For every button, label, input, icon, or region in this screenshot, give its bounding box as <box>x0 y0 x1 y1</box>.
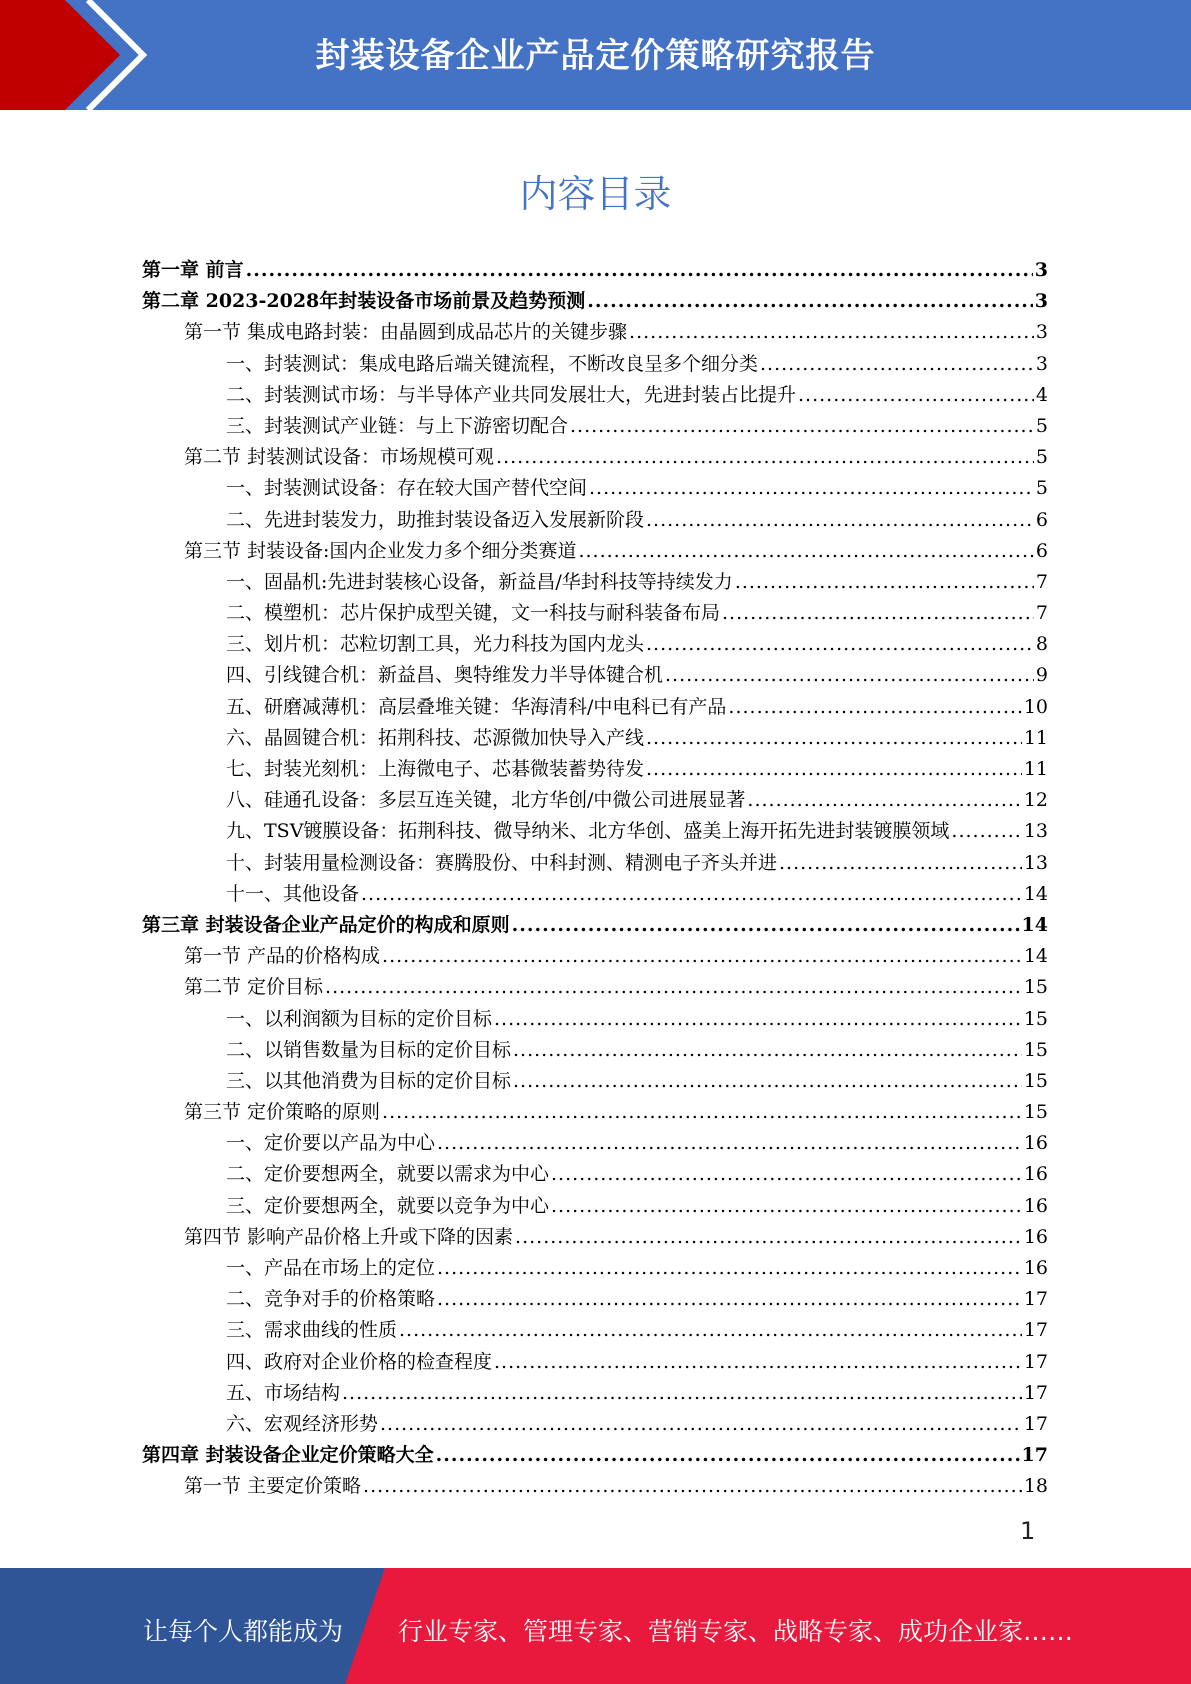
toc-entry-page: 12 <box>1023 789 1048 812</box>
toc-entry-title: 第三章 封装设备企业产品定价的构成和原则 <box>142 913 510 936</box>
toc-entry-title: 第一章 前言 <box>142 259 244 281</box>
toc-dot-leader <box>494 1347 1022 1378</box>
toc-entry[interactable] <box>142 1409 1048 1440</box>
toc-dot-leader <box>646 754 1022 785</box>
toc-entry[interactable] <box>142 879 1048 910</box>
toc-entry-page: 16 <box>1023 1194 1048 1217</box>
toc-entry-title: 二、定价要想两全，就要以需求为中心 <box>226 1163 550 1186</box>
toc-entry[interactable] <box>142 1222 1048 1253</box>
toc-entry-title: 三、封装测试产业链：与上下游密切配合 <box>226 414 569 437</box>
toc-entry-title: 第三节 定价策略的原则 <box>184 1101 381 1124</box>
toc-entry[interactable] <box>142 1471 1048 1502</box>
toc-entry-page: 17 <box>1023 1288 1048 1311</box>
toc-entry-title: 五、市场结构 <box>226 1381 341 1404</box>
toc-entry-title: 三、定价要想两全，就要以竞争为中心 <box>226 1194 550 1217</box>
toc-entry-title: 第二章 2023-2028年封装设备市场前景及趋势预测 <box>142 290 586 313</box>
toc-entry-title: 二、模塑机：芯片保护成型关键，文一科技与耐科装备布局 <box>226 602 721 625</box>
toc-entry-page: 16 <box>1023 1163 1048 1186</box>
toc-entry-title: 四、政府对企业价格的检查程度 <box>226 1350 493 1373</box>
toc-entry[interactable] <box>142 1191 1048 1222</box>
toc-dot-leader <box>760 349 1034 380</box>
toc-entry-page: 6 <box>1035 539 1048 562</box>
toc-entry-title: 九、TSV镀膜设备：拓荆科技、微导纳米、北方华创、盛美上海开拓先进封装镀膜领域 <box>226 820 950 843</box>
toc-entry-title: 五、研磨减薄机：高层叠堆关键：华海清科/中电科已有产品 <box>226 695 727 718</box>
toc-entry-page: 17 <box>1023 1381 1048 1404</box>
toc-dot-leader <box>779 848 1022 879</box>
toc-entry[interactable] <box>142 941 1048 972</box>
toc-entry-title: 第一节 集成电路封装：由晶圆到成品芯片的关键步骤 <box>184 321 628 344</box>
toc-dot-leader <box>494 1004 1022 1035</box>
header-banner <box>0 0 1191 110</box>
toc-dot-leader <box>246 255 1033 286</box>
toc-dot-leader <box>798 380 1034 411</box>
toc-entry-page: 16 <box>1023 1132 1048 1155</box>
footer-banner <box>0 1568 1191 1684</box>
footer-slogan-right: 行业专家、管理专家、营销专家、战略专家、成功企业家…… <box>398 1617 1074 1646</box>
toc-dot-leader <box>437 1253 1022 1284</box>
toc-entry-page: 7 <box>1035 570 1048 593</box>
toc-entry[interactable] <box>142 536 1048 567</box>
toc-entry[interactable] <box>142 317 1048 348</box>
toc-entry-page: 15 <box>1023 1069 1048 1092</box>
toc-entry[interactable] <box>142 1378 1048 1409</box>
toc-entry-page: 17 <box>1021 1444 1048 1467</box>
toc-entry-page: 11 <box>1023 726 1048 749</box>
toc-entry[interactable] <box>142 1035 1048 1066</box>
toc-dot-leader <box>646 723 1022 754</box>
toc-entry-page: 5 <box>1035 477 1048 500</box>
toc-entry[interactable] <box>142 1004 1048 1035</box>
toc-dot-leader <box>361 879 1022 910</box>
toc-entry-page: 15 <box>1023 976 1048 999</box>
toc-entry-page: 17 <box>1023 1319 1048 1342</box>
toc-entry[interactable] <box>142 380 1048 411</box>
toc-entry-title: 七、封装光刻机：上海微电子、芯碁微装蓄势待发 <box>226 758 645 780</box>
toc-entry[interactable] <box>142 1159 1048 1190</box>
toc-dot-leader <box>665 660 1034 691</box>
toc-entry[interactable] <box>142 754 1048 785</box>
toc-dot-leader <box>496 442 1034 473</box>
toc-entry-title: 二、先进封装发力，助推封装设备迈入发展新阶段 <box>226 508 645 531</box>
toc-entry[interactable] <box>142 1253 1048 1284</box>
report-title: 封装设备企业产品定价策略研究报告 <box>315 36 876 76</box>
toc-entry[interactable] <box>142 286 1048 317</box>
toc-dot-leader <box>399 1315 1022 1346</box>
toc-entry-title: 第一节 产品的价格构成 <box>184 945 381 968</box>
toc-entry-page: 11 <box>1023 758 1048 780</box>
toc-entry[interactable] <box>142 1284 1048 1315</box>
toc-entry-title: 一、封装测试：集成电路后端关键流程，不断改良呈多个细分类 <box>226 352 759 375</box>
toc-entry-page: 17 <box>1023 1412 1048 1435</box>
toc-entry[interactable] <box>142 1347 1048 1378</box>
toc-entry-page: 8 <box>1035 633 1048 656</box>
toc-dot-leader <box>747 785 1021 816</box>
toc-entry-title: 三、划片机：芯粒切割工具，光力科技为国内龙头 <box>226 633 645 656</box>
header-chevron-graphic <box>0 0 160 110</box>
toc-dot-leader <box>380 1409 1022 1440</box>
toc-dot-leader <box>722 598 1034 629</box>
toc-entry-page: 5 <box>1035 446 1048 469</box>
toc-entry-page: 15 <box>1023 1007 1048 1030</box>
toc-dot-leader <box>587 286 1033 317</box>
toc-entry-title: 二、以销售数量为目标的定价目标 <box>226 1038 512 1061</box>
toc-dot-leader <box>363 1471 1022 1502</box>
toc-entry[interactable] <box>142 567 1048 598</box>
toc-dot-leader <box>578 536 1033 567</box>
toc-entry-title: 第四章 封装设备企业定价策略大全 <box>142 1444 434 1467</box>
toc-entry-title: 一、定价要以产品为中心 <box>226 1132 436 1155</box>
toc-entry-title: 第二节 定价目标 <box>184 976 324 999</box>
toc-entry[interactable] <box>142 910 1048 941</box>
toc-entry-page: 13 <box>1023 820 1048 843</box>
toc-entry-title: 二、封装测试市场：与半导体产业共同发展壮大，先进封装占比提升 <box>226 383 797 406</box>
toc-entry-page: 13 <box>1023 851 1048 874</box>
toc-entry-title: 第四节 影响产品价格上升或下降的因素 <box>184 1225 514 1248</box>
toc-entry-page: 16 <box>1023 1225 1048 1248</box>
toc-entry[interactable] <box>142 816 1048 847</box>
toc-dot-leader <box>515 1222 1022 1253</box>
toc-entry-page: 9 <box>1035 664 1048 687</box>
toc-dot-leader <box>646 505 1034 536</box>
toc-entry[interactable] <box>142 848 1048 879</box>
toc-entry-page: 7 <box>1035 602 1048 625</box>
toc-entry-title: 八、硅通孔设备：多层互连关键，北方华创/中微公司进展显著 <box>226 789 746 812</box>
footer-slogan-left: 让每个人都能成为 <box>143 1617 344 1646</box>
toc-entry-page: 3 <box>1034 290 1048 313</box>
toc-dot-leader <box>570 411 1034 442</box>
toc-entry[interactable] <box>142 785 1048 816</box>
toc-heading: 内容目录 <box>519 172 672 216</box>
toc-entry-title: 十一、其他设备 <box>226 882 360 905</box>
toc-dot-leader <box>513 1066 1022 1097</box>
toc-entry[interactable] <box>142 692 1048 723</box>
toc-entry[interactable] <box>142 255 1048 286</box>
toc-entry[interactable] <box>142 660 1048 691</box>
toc-entry-title: 三、以其他消费为目标的定价目标 <box>226 1069 512 1092</box>
toc-dot-leader <box>951 816 1021 847</box>
toc-dot-leader <box>589 473 1034 504</box>
toc-entry-page: 15 <box>1023 1038 1048 1061</box>
toc-entry-title: 三、需求曲线的性质 <box>226 1319 398 1342</box>
toc-entry[interactable] <box>142 349 1048 380</box>
toc-entry-page: 4 <box>1035 383 1048 406</box>
toc-entry-page: 3 <box>1034 259 1048 281</box>
toc-entry-title: 六、宏观经济形势 <box>226 1412 379 1435</box>
toc-dot-leader <box>325 972 1022 1003</box>
toc-entry[interactable] <box>142 629 1048 660</box>
toc-entry[interactable] <box>142 598 1048 629</box>
toc-dot-leader <box>382 941 1022 972</box>
toc-dot-leader <box>382 1097 1022 1128</box>
toc-entry[interactable] <box>142 442 1048 473</box>
toc-dot-leader <box>646 629 1034 660</box>
toc-entry-title: 二、竞争对手的价格策略 <box>226 1288 436 1311</box>
toc-entry-page: 14 <box>1023 945 1048 968</box>
toc-dot-leader <box>436 1440 1020 1471</box>
toc-entry-page: 10 <box>1023 695 1048 718</box>
toc-entry-title: 一、固晶机:先进封装核心设备，新益昌/华封科技等持续发力 <box>226 570 733 593</box>
toc-entry-page: 18 <box>1023 1475 1048 1498</box>
toc-dot-leader <box>342 1378 1022 1409</box>
toc-dot-leader <box>629 317 1034 348</box>
toc-entry-page: 3 <box>1035 352 1048 375</box>
toc-entry-title: 第三节 封装设备:国内企业发力多个细分类赛道 <box>184 539 577 562</box>
page-number: 1 <box>1020 1517 1036 1545</box>
toc-entry[interactable] <box>142 972 1048 1003</box>
table-of-contents <box>142 255 1048 1503</box>
toc-entry-title: 十、封装用量检测设备：赛腾股份、中科封测、精测电子齐头并进 <box>226 851 778 874</box>
toc-dot-leader <box>437 1128 1022 1159</box>
toc-entry[interactable] <box>142 1066 1048 1097</box>
toc-dot-leader <box>551 1159 1022 1190</box>
toc-entry[interactable] <box>142 1315 1048 1346</box>
toc-entry-title: 一、以利润额为目标的定价目标 <box>226 1007 493 1030</box>
toc-entry[interactable] <box>142 473 1048 504</box>
toc-entry[interactable] <box>142 505 1048 536</box>
toc-entry[interactable] <box>142 723 1048 754</box>
toc-dot-leader <box>735 567 1034 598</box>
toc-entry-title: 四、引线键合机：新益昌、奥特维发力半导体键合机 <box>226 664 664 687</box>
toc-entry-page: 16 <box>1023 1257 1048 1279</box>
toc-entry-page: 14 <box>1023 882 1048 905</box>
toc-entry[interactable] <box>142 1440 1048 1471</box>
toc-dot-leader <box>437 1284 1022 1315</box>
toc-dot-leader <box>512 910 1020 941</box>
toc-entry-page: 5 <box>1035 414 1048 437</box>
toc-entry-title: 一、产品在市场上的定位 <box>226 1257 436 1279</box>
toc-entry-title: 第二节 封装测试设备：市场规模可观 <box>184 446 495 469</box>
toc-dot-leader <box>728 692 1021 723</box>
toc-entry-page: 14 <box>1021 913 1048 936</box>
toc-entry[interactable] <box>142 1097 1048 1128</box>
toc-entry-page: 3 <box>1035 321 1048 344</box>
toc-entry-page: 6 <box>1035 508 1048 531</box>
toc-dot-leader <box>513 1035 1022 1066</box>
toc-entry-title: 第一节 主要定价策略 <box>184 1475 362 1498</box>
toc-entry-title: 一、封装测试设备：存在较大国产替代空间 <box>226 477 588 500</box>
toc-entry[interactable] <box>142 411 1048 442</box>
toc-entry-page: 17 <box>1023 1350 1048 1373</box>
toc-entry-page: 15 <box>1023 1101 1048 1124</box>
toc-dot-leader <box>551 1191 1022 1222</box>
toc-entry[interactable] <box>142 1128 1048 1159</box>
toc-entry-title: 六、晶圆键合机：拓荆科技、芯源微加快导入产线 <box>226 726 645 749</box>
